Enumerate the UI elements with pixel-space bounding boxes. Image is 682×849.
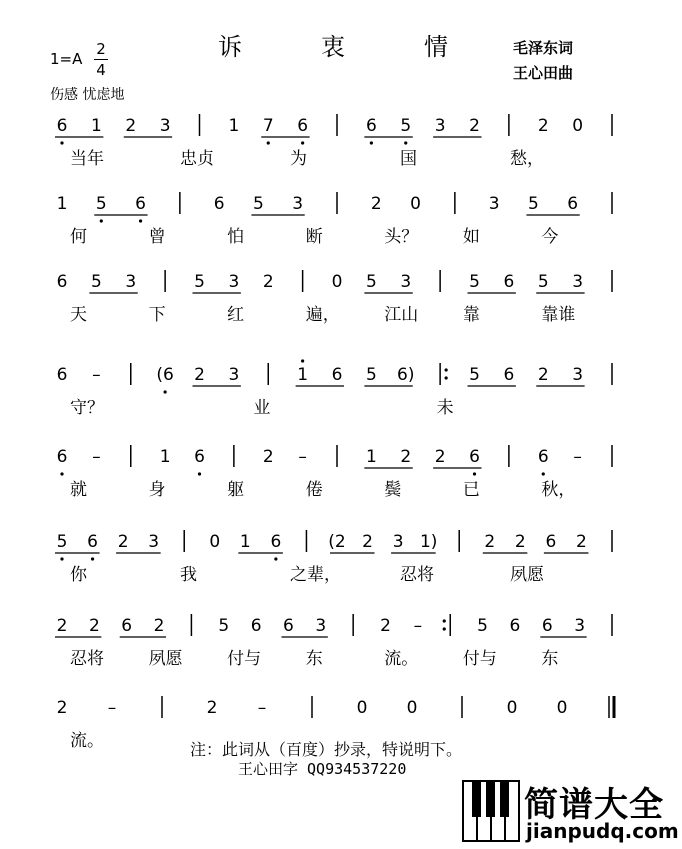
lyric-word: 秋， [541, 480, 576, 500]
score-note: 7 [262, 116, 274, 136]
lyric-word: 怕 [227, 227, 245, 247]
lyric-word: 何 [70, 227, 87, 247]
score-note: 6 [567, 194, 579, 214]
score-note: 6 [56, 272, 68, 292]
score-note: 2 [194, 365, 205, 385]
lyric-word: 如 [462, 227, 480, 247]
score-note: 6 [250, 616, 262, 636]
logo-name: 简谱大全 [524, 785, 664, 825]
lyric-word: 江山 [384, 305, 419, 325]
score-note: 5 [365, 365, 377, 385]
lyric-word: 我 [180, 565, 197, 585]
title-char-3: 情 [424, 33, 448, 61]
score-note: 2 [484, 532, 496, 552]
score-note: 2 [380, 616, 391, 636]
score-note: 2 [537, 365, 549, 385]
octave-dot [100, 219, 103, 222]
key-signature: 1=A [50, 50, 83, 68]
score-note: – [107, 698, 117, 718]
score-note: 5 [218, 616, 230, 636]
title-char-1: 诉 [218, 33, 242, 61]
lyric-word: 忍将 [70, 649, 104, 669]
score-note: 5 [477, 616, 489, 636]
lyric-word: 今 [541, 227, 559, 247]
score-note: 0 [331, 272, 343, 292]
score-note: 6 [503, 365, 515, 385]
score-note: 5 [95, 194, 107, 214]
lyric-word: 就 [70, 480, 87, 500]
score-note: 6 [541, 616, 553, 636]
lyric-word: 靠 [462, 305, 480, 325]
lyric-word: 业 [253, 398, 271, 418]
lyric-word: 当年 [70, 149, 104, 169]
score-note: 2 [88, 616, 100, 636]
score-note: 3 [572, 272, 584, 292]
site-logo [462, 777, 680, 845]
score-note: – [257, 698, 267, 718]
score-note: 6 [194, 447, 205, 467]
piano-keys-icon [462, 780, 520, 842]
score-note: 1 [297, 365, 309, 385]
repeat-dot [445, 376, 448, 379]
score-note: 6 [509, 616, 521, 636]
octave-dot [60, 472, 63, 475]
score-note: 1 [90, 116, 102, 136]
lyric-word: 付与 [462, 649, 497, 669]
score-note: 3 [400, 272, 412, 292]
lyric-word: 国 [400, 149, 417, 169]
lyric-word: 曾 [148, 227, 166, 247]
score-note: 6 [503, 272, 515, 292]
score-note: 5 [253, 194, 264, 214]
score-note: 2 [537, 116, 549, 136]
repeat-dot [443, 627, 446, 630]
score-note: 0 [572, 116, 584, 136]
score-note: 3 [488, 194, 500, 214]
score-note: 3 [292, 194, 304, 214]
score-note: 1) [419, 532, 438, 552]
score-note: 2 [153, 616, 165, 636]
octave-dot [91, 557, 94, 560]
score-note: 3 [159, 116, 171, 136]
lyric-word: 遍， [305, 305, 340, 325]
score-note: 5 [469, 272, 480, 292]
score-note: 2 [262, 272, 274, 292]
score-note: 3 [228, 272, 240, 292]
lyric-word: 守？ [70, 398, 104, 418]
score-note: 5 [194, 272, 205, 292]
lyric-word: 夙愿 [148, 649, 183, 669]
score-note: 0 [506, 698, 518, 718]
lyric-word: 愁， [510, 149, 544, 169]
score-note: 3 [315, 616, 327, 636]
score-note: 2 [206, 698, 218, 718]
score-note: 1 [239, 532, 251, 552]
score-note: 2 [56, 698, 68, 718]
lyric-word: 断 [305, 227, 323, 247]
lyric-word: 鬓 [384, 480, 402, 500]
lyric-word: 忠贞 [180, 149, 214, 169]
score-note: – [298, 447, 307, 467]
lyric-word: 靠谁 [541, 305, 576, 325]
score-note: 0 [356, 698, 368, 718]
score-note: 6 [121, 616, 133, 636]
score-note: 1 [365, 447, 377, 467]
octave-dot [404, 141, 407, 144]
score-note: 3 [392, 532, 404, 552]
logo-url: jianpudq.com [526, 819, 679, 843]
lyric-word: 付与 [227, 649, 262, 669]
lyric-word: 天 [70, 305, 87, 325]
score-note: 6 [56, 365, 68, 385]
time-sig-top: 2 [96, 40, 106, 58]
score-note: 5 [469, 365, 480, 385]
score-note: 6 [56, 447, 68, 467]
lyric-word: 头？ [384, 227, 419, 247]
score-note: 0 [410, 194, 421, 214]
score-note: 2 [56, 616, 68, 636]
score-note: 0 [406, 698, 418, 718]
lyric-word: 已 [462, 480, 480, 500]
lyric-word: 流。 [384, 649, 419, 669]
score-note: 1 [56, 194, 68, 214]
octave-dot [370, 141, 373, 144]
score-note: 6 [537, 447, 549, 467]
score-note: 2 [514, 532, 526, 552]
lyric-word: 忍将 [400, 565, 434, 585]
score-note: 3 [125, 272, 137, 292]
score-note: 3 [228, 365, 240, 385]
score-note: – [92, 365, 101, 385]
lyricist: 毛泽东词 [513, 39, 574, 57]
score-note: 3 [572, 365, 584, 385]
repeat-dot [445, 368, 448, 371]
lyric-word: 身 [148, 480, 166, 500]
octave-dot [274, 557, 277, 560]
octave-dot [267, 141, 270, 144]
score-note: 6 [213, 194, 225, 214]
octave-dot [139, 219, 142, 222]
score-note: 1 [228, 116, 240, 136]
composer: 王心田曲 [513, 64, 574, 82]
score-note: 3 [148, 532, 160, 552]
score-note: – [92, 447, 101, 467]
octave-dot [198, 472, 201, 475]
lyric-word: 流。 [70, 731, 104, 751]
lyric-word: 东 [541, 649, 559, 669]
score-note: 2 [370, 194, 382, 214]
lyric-word: 夙愿 [510, 565, 544, 585]
score-note: 5 [90, 272, 102, 292]
score-note: 6 [297, 116, 309, 136]
lyric-word: 未 [436, 398, 454, 418]
title-char-2: 衷 [321, 33, 345, 61]
score-note: 2 [362, 532, 373, 552]
score-note: 6 [331, 365, 343, 385]
octave-dot [542, 472, 545, 475]
lyric-word: 倦 [305, 480, 323, 500]
score-note: (6 [156, 365, 174, 385]
lyric-word: 之辈， [290, 565, 341, 585]
lyric-word: 为 [290, 149, 307, 169]
octave-dot [164, 390, 167, 393]
score-note: 2 [469, 116, 480, 136]
octave-dot [301, 141, 304, 144]
score-note: (2 [328, 532, 346, 552]
score-note: – [413, 616, 423, 636]
score-note: 6 [545, 532, 557, 552]
time-sig-bottom: 4 [96, 61, 106, 79]
score-note: 6) [397, 365, 415, 385]
score-note: 5 [537, 272, 549, 292]
octave-dot [60, 557, 63, 560]
octave-dot [60, 141, 63, 144]
score-note: – [573, 447, 582, 467]
signature: 王心田字 QQ934537220 [238, 760, 407, 778]
score-note: 3 [434, 116, 446, 136]
score-note: 6 [135, 194, 146, 214]
expression-mark: 伤感 忧虑地 [50, 87, 125, 103]
lyric-word: 下 [148, 305, 166, 325]
lyric-word: 你 [70, 565, 87, 585]
score-note: 0 [209, 532, 221, 552]
score-note: 6 [283, 616, 294, 636]
score-note: 2 [400, 447, 412, 467]
octave-dot [301, 359, 304, 362]
lyric-word: 东 [305, 649, 323, 669]
score-note: 1 [159, 447, 171, 467]
score-note: 6 [365, 116, 377, 136]
lyric-word: 躯 [227, 480, 245, 500]
footnote: 注：此词从（百度）抄录，特说明下。 [190, 740, 463, 759]
score-note: 6 [87, 532, 98, 552]
score-note: 5 [56, 532, 68, 552]
repeat-dot [443, 619, 446, 622]
lyric-word: 红 [227, 305, 245, 325]
score-note: 2 [262, 447, 274, 467]
score-note: 5 [528, 194, 539, 214]
score-note: 2 [434, 447, 446, 467]
score-note: 2 [117, 532, 129, 552]
score-note: 6 [469, 447, 480, 467]
octave-dot [473, 472, 476, 475]
score-note: 5 [400, 116, 412, 136]
score-note: 2 [125, 116, 137, 136]
score-note: 5 [365, 272, 377, 292]
score-note: 6 [270, 532, 282, 552]
score-note: 0 [556, 698, 568, 718]
score-note: 2 [576, 532, 587, 552]
score-note: 6 [56, 116, 68, 136]
score-note: 3 [574, 616, 586, 636]
